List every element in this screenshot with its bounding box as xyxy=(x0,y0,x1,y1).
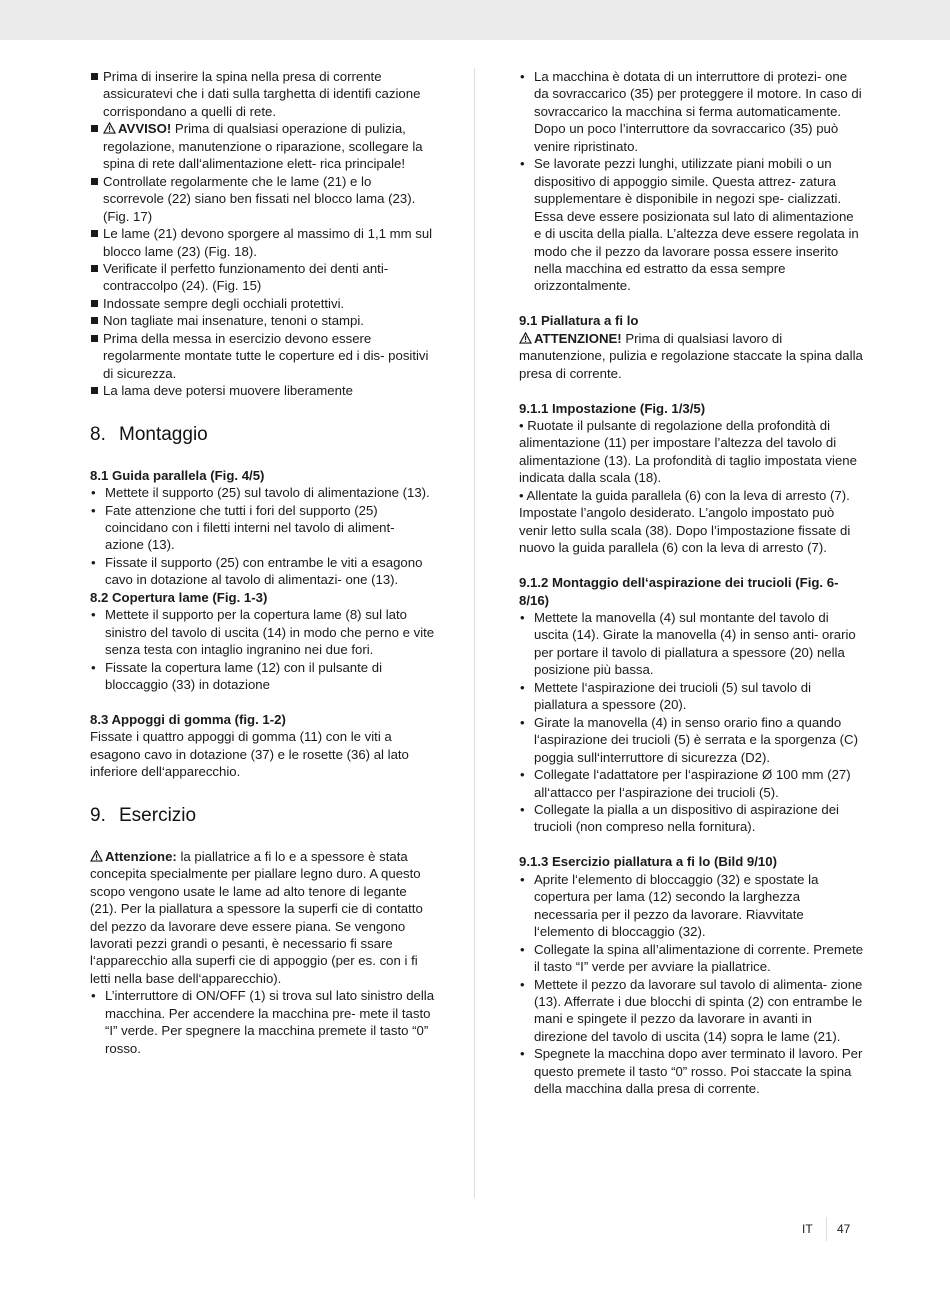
avviso-label: AVVISO! xyxy=(118,121,172,137)
list-item: • Mettete la manovella (4) sul montante del tavolo di uscita (14). Girate la manovella (4) in senso anti- orario per portare il tavolo di piallatura a spessore (20) nella posizione più bassa. xyxy=(519,609,864,679)
list-item: La lama deve potersi muovere liberamente xyxy=(90,382,435,399)
top-list xyxy=(519,68,864,295)
list-item: Verificate il perfetto funzionamento dei denti anti- contraccolpo (24). (Fig. 15) xyxy=(90,260,435,295)
list-item: Non tagliate mai insenature, tenoni o stampi. xyxy=(90,312,435,329)
section-heading-montaggio: 8. Montaggio xyxy=(90,423,208,445)
section-heading-esercizio: 9. Esercizio xyxy=(90,804,197,826)
list-item: • Mettete il supporto per la copertura lame (8) sul lato sinistro del tavolo di uscita (14) in modo che perno e vite senza testa con intaglio ingranino nei due fori. xyxy=(90,606,435,658)
s912-list xyxy=(519,609,864,836)
list-item: • Girate la manovella (4) in senso orario fino a quando l‘aspirazione dei trucioli (5) è serrata e la sporgenza (C) poggia sull‘interruttore di sicurezza (D2). xyxy=(519,714,864,766)
list-item: Controllate regolarmente che le lame (21) e lo scorrevole (22) siano ben fissati nel blocco lama (23). (Fig. 17) xyxy=(90,173,435,225)
subsection-title: 9.1.3 Esercizio piallatura a fi lo (Bild 9/10) xyxy=(519,854,777,870)
list-item: • Mettete l‘aspirazione dei trucioli (5) sul tavolo di piallatura a spessore (20). xyxy=(519,679,864,714)
attenzione-label: ATTENZIONE! xyxy=(534,330,622,346)
subsection-title: 8.2 Copertura lame (Fig. 1-3) xyxy=(90,589,268,605)
footer-divider xyxy=(826,1217,827,1241)
subsection-title: 9.1.2 Montaggio dell‘aspirazione dei trucioli (Fig. 6-8/16) xyxy=(519,575,839,608)
s81-list xyxy=(90,484,435,589)
list-item: • Aprite l‘elemento di bloccaggio (32) e spostate la copertura per lama (12) secondo la larghezza necessaria per il pezzo da lavorare. Riavvitate l‘elemento di bloccaggio (32). xyxy=(519,871,864,941)
list-item: Indossate sempre degli occhiali protettivi. xyxy=(90,295,435,312)
warning-icon xyxy=(519,332,532,344)
list-item: • L’interruttore di ON/OFF (1) si trova sul lato sinistro della macchina. Per accendere la macchina pre- mete il tasto “I” verde. Per spegnere la macchina premete il tasto “0” rosso. xyxy=(90,987,435,1057)
list-item: • Collegate l‘adattatore per l‘aspirazione Ø 100 mm (27) all‘attacco per l‘aspirazione dei trucioli (5). xyxy=(519,766,864,801)
subsection-title: 9.1.1 Impostazione (Fig. 1/3/5) xyxy=(519,400,706,416)
list-item: • Fate attenzione che tutti i fori del supporto (25) coincidano con i filetti interni nel tavolo di aliment- azione (13). xyxy=(90,502,435,554)
paragraph: • Ruotate il pulsante di regolazione della profondità di alimentazione (11) per impostare l’altezza del tavolo di alimentazione (13). La profondità di taglio impostata viene indicata dalla scala (18). xyxy=(519,418,857,486)
safety-list xyxy=(90,68,435,400)
list-item: Prima della messa in esercizio devono essere regolarmente montate tutte le coperture ed i dis- positivi di sicurezza. xyxy=(90,330,435,382)
list-item: • Fissate il supporto (25) con entrambe le viti a esagono cavo in dotazione al tavolo di alimentazi- one (13). xyxy=(90,554,435,589)
column-divider xyxy=(474,68,475,1198)
language-code: IT xyxy=(802,1222,813,1236)
paragraph: Fissate i quattro appoggi di gomma (11) con le viti a esagono cavo in dotazione (37) e le rosette (36) al lato inferiore dell‘apparecchio. xyxy=(90,729,409,780)
top-bar xyxy=(0,0,950,40)
left-column xyxy=(90,68,435,1057)
subsection-title: 9.1 Piallatura a fi lo xyxy=(519,313,639,329)
subsection-title: 8.1 Guida parallela (Fig. 4/5) xyxy=(90,467,265,483)
s913-list xyxy=(519,871,864,1098)
paragraph: Attenzione: la piallatrice a fi lo e a spessore è stata concepita specialmente per piallare legno duro. A questo scopo vengono usate le lame ad alto tenore di legante (21). Per la piallatura a spessore la superfi cie di contatto del pezzo da lavorare deve essere piana. Se vengono lavorati pezzi grandi o pesanti, è necessario fi ssare l‘apparecchio alla superfi cie di appoggio (per es. con i fi letti nella base dell‘apparecchio). xyxy=(90,848,423,986)
esercizio-list xyxy=(90,987,435,1057)
list-item: • Collegate la pialla a un dispositivo di aspirazione dei trucioli (non compreso nella fornitura). xyxy=(519,801,864,836)
list-item: • Spegnete la macchina dopo aver terminato il lavoro. Per questo premete il tasto “0” rosso. Poi staccate la spina della macchina dalla presa di corrente. xyxy=(519,1045,864,1097)
list-item: • La macchina è dotata di un interruttore di protezi- one da sovraccarico (35) per proteggere il motore. In caso di sovraccarico la macchina si ferma automaticamente. Dopo un poco l’interruttore da sovraccarico (35) può venire ripristinato. xyxy=(519,68,864,155)
list-item: • Fissate la copertura lame (12) con il pulsante di bloccaggio (33) in dotazione xyxy=(90,659,435,694)
paragraph: • Allentate la guida parallela (6) con la leva di arresto (7). Impostate l’angolo desiderato. L’angolo impostato può venir letto sulla scala (38). Dopo l’impostazione fissate di nuovo la guida parallela (6) con la leva di arresto (7). xyxy=(519,487,851,556)
warning-icon xyxy=(103,122,116,134)
list-item: • Mettete il pezzo da lavorare sul tavolo di alimenta- zione (13). Afferrate i due blocchi di spinta (2) con entrambe le mani e spingete il pezzo da lavorare in avanti in direzione del tavolo di uscita (14) sopra le lame (21). xyxy=(519,976,864,1046)
paragraph: ATTENZIONE! Prima di qualsiasi lavoro di manutenzione, pulizia e regolazione staccate la spina dalla presa di corrente. xyxy=(519,330,863,381)
list-item: • Collegate la spina all’alimentazione di corrente. Premete il tasto “I” verde per avviare la piallatrice. xyxy=(519,941,864,976)
list-item: AVVISO! Prima di qualsiasi operazione di pulizia, regolazione, manutenzione o riparazione, scollegare la spina di rete dall‘alimentazione elett- rica principale! xyxy=(90,120,435,172)
subsection-title: 8.3 Appoggi di gomma (fig. 1-2) xyxy=(90,711,286,727)
s82-list xyxy=(90,606,435,693)
page-number: 47 xyxy=(837,1222,851,1236)
warning-icon xyxy=(90,850,103,862)
list-item: Le lame (21) devono sporgere al massimo di 1,1 mm sul blocco lame (23) (Fig. 18). xyxy=(90,225,435,260)
list-item: Prima di inserire la spina nella presa di corrente assicuratevi che i dati sulla targhetta di identifi cazione corrispondano a quelli di rete. xyxy=(90,68,435,120)
list-item: • Se lavorate pezzi lunghi, utilizzate piani mobili o un dispositivo di appoggio simile. Questa attrez- zatura supplementare è disponibile in negozi spe- cializzati. Essa deve essere posizionata sul lato di alimentazione e di uscita della pialla. L’altezza deve essere regolata in modo che il pezzo da lavorare possa essere inserito nella macchina ed estratto da essa sempre orizzontalmente. xyxy=(519,155,864,295)
list-item: • Mettete il supporto (25) sul tavolo di alimentazione (13). xyxy=(90,484,435,501)
right-column xyxy=(519,68,864,1098)
attenzione-label: Attenzione: xyxy=(105,848,177,864)
